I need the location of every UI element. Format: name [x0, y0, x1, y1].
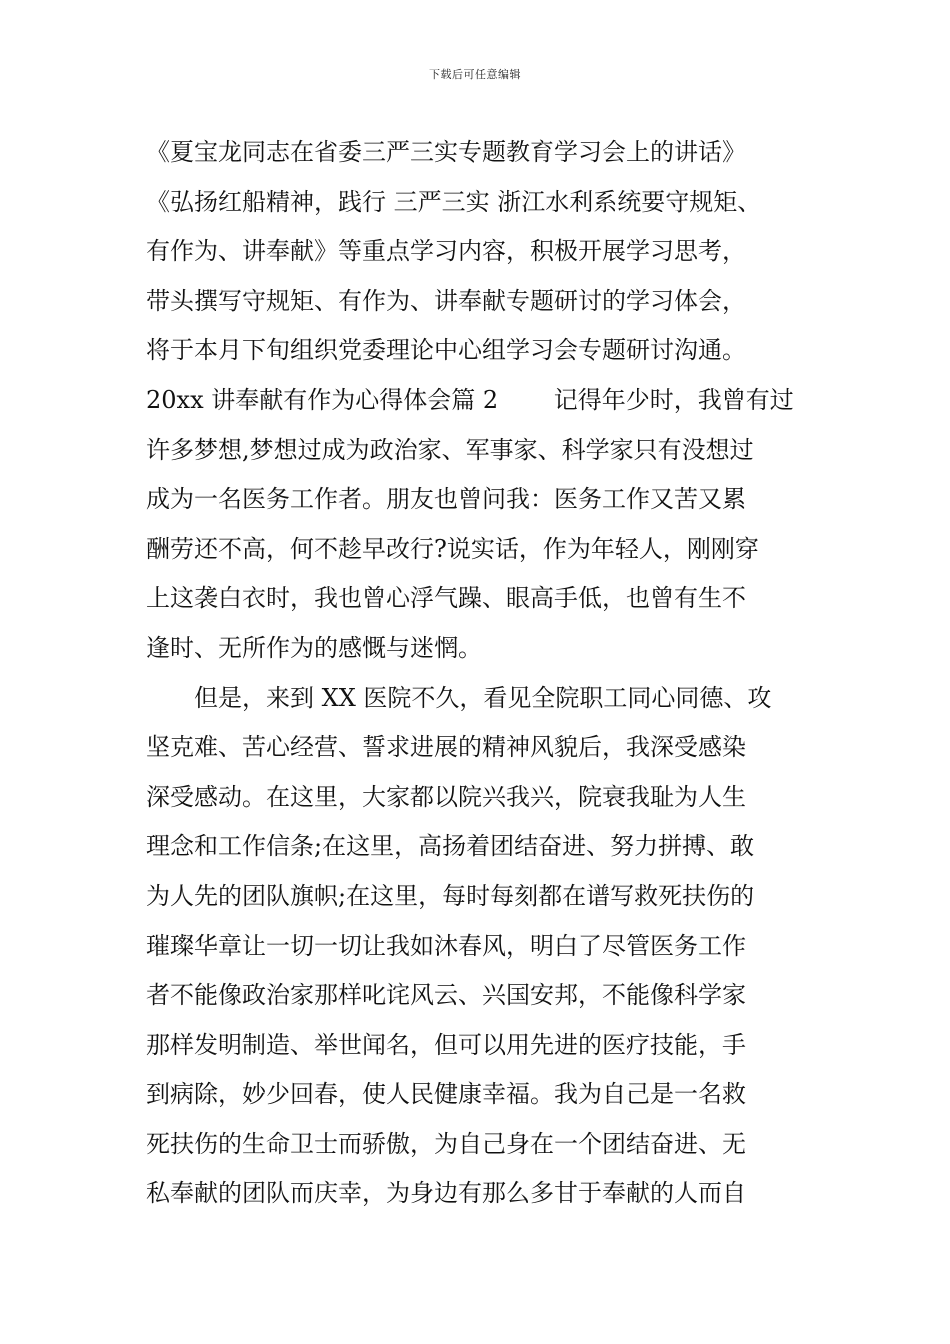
text-line: 《弘扬红船精神，践行 三严三实 浙江水利系统要守规矩、: [146, 187, 762, 216]
text-line: 为人先的团队旗帜;在这里，每时每刻都在谱写救死扶伤的: [146, 881, 755, 910]
text-line: 逢时、无所作为的感慨与迷惘。: [146, 633, 482, 662]
text-line: 酬劳还不高，何不趁早改行?说实话，作为年轻人，刚刚穿: [146, 534, 759, 563]
text-line: 《夏宝龙同志在省委三严三实专题教育学习会上的讲话》: [146, 138, 746, 166]
text-line: 死扶伤的生命卫士而骄傲，为自己身在一个团结奋进、无: [146, 1129, 746, 1158]
text-line: 理念和工作信条;在这里，高扬着团结奋进、努力拼搏、敢: [146, 832, 755, 861]
text-line: 有作为、讲奉献》等重点学习内容，积极开展学习思考，: [146, 237, 746, 266]
paragraph-start-line: 但是，来到 XX 医院不久，看见全院职工同心同德、攻: [194, 683, 772, 712]
text-line: 璀璨华章让一切一切让我如沐春风，明白了尽管医务工作: [146, 931, 746, 960]
text-line: 上这袭白衣时，我也曾心浮气躁、眼高手低，也曾有生不: [146, 584, 746, 613]
text-line: 到病除，妙少回春，使人民健康幸福。我为自己是一名救: [146, 1080, 746, 1109]
text-line: 成为一名医务工作者。朋友也曾问我：医务工作又苦又累: [146, 485, 746, 514]
text-line: 许多梦想,梦想过成为政治家、军事家、科学家只有没想过: [146, 435, 754, 464]
text-line: 带头撰写守规矩、有作为、讲奉献专题研讨的学习体会，: [146, 286, 746, 315]
text-line: 20xx 讲奉献有作为心得体会篇 2 记得年少时，我曾有过: [146, 385, 794, 414]
text-line: 坚克难、苦心经营、誓求进展的精神风貌后，我深受感染: [146, 733, 746, 762]
text-line: 深受感动。在这里，大家都以院兴我兴，院衰我耻为人生: [146, 782, 746, 811]
header-note: 下载后可任意编辑: [429, 68, 521, 81]
document-body: [146, 128, 826, 1219]
text-line: 将于本月下旬组织党委理论中心组学习会专题研讨沟通。: [146, 336, 746, 365]
text-line: 私奉献的团队而庆幸，为身边有那么多甘于奉献的人而自: [146, 1179, 746, 1208]
text-line: 那样发明制造、举世闻名，但可以用先进的医疗技能，手: [146, 1030, 746, 1059]
text-line: 者不能像政治家那样叱诧风云、兴国安邦，不能像科学家: [146, 981, 746, 1010]
